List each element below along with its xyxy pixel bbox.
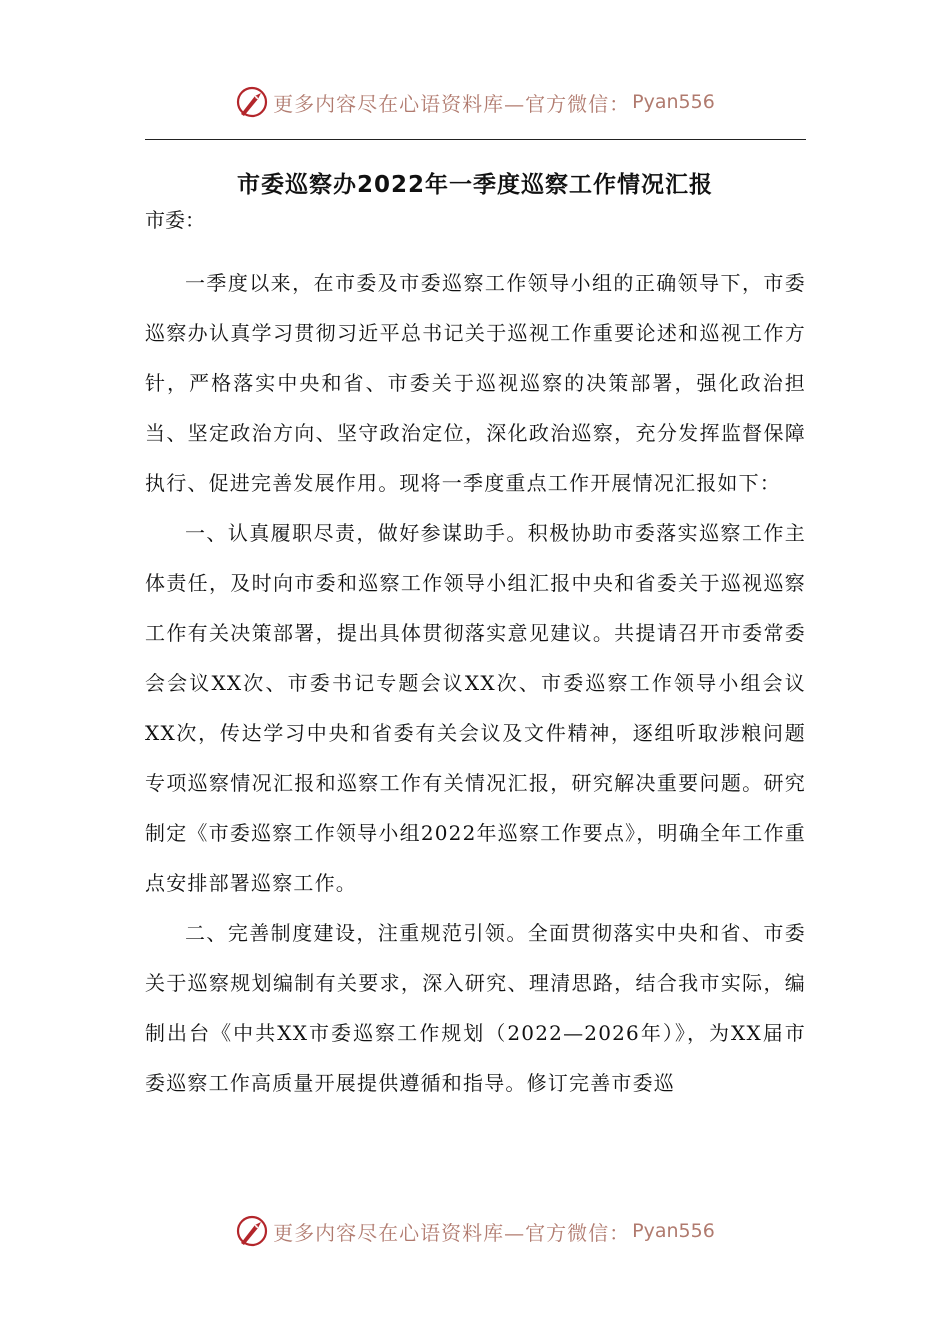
wechat-id: Pyan556 [632, 1220, 715, 1242]
document-title: 市委巡察办2022年一季度巡察工作情况汇报 [236, 172, 713, 198]
header-divider [145, 139, 806, 140]
watermark-text: 更多内容尽在心语资料库—官方微信： [273, 91, 631, 116]
pen-nib-logo-icon [235, 85, 269, 119]
paragraph-section-1: 一、认真履职尽责，做好参谋助手。积极协助市委落实巡察工作主体责任，及时向市委和巡察工作领导小组汇报中央和省委关于巡视巡察工作有关决策部署，提出具体贯彻落实意见建议。共提请召开市委常委会会议XX次、市委书记专题会议XX次、市委巡察工作领导小组会议XX次，传达学习中央和省委有关会议及文件精神，逐组听取涉粮问题专项巡察情况汇报和巡察工作有关情况汇报，研究解决重要问题。研究制定《市委巡察工作领导小组2022年巡察工作要点》，明确全年工作重点安排部署巡察工作。 [145, 521, 806, 895]
watermark-text: 更多内容尽在心语资料库—官方微信： [273, 1220, 631, 1245]
document-body [145, 258, 806, 1108]
salutation: 市委： [145, 208, 205, 232]
wechat-id: Pyan556 [632, 91, 715, 113]
paragraph-intro: 一季度以来，在市委及市委巡察工作领导小组的正确领导下，市委巡察办认真学习贯彻习近平总书记关于巡视工作重要论述和巡视工作方针，严格落实中央和省、市委关于巡视巡察的决策部署，强化政治担当、坚定政治方向、坚守政治定位，深化政治巡察，充分发挥监督保障执行、促进完善发展作用。现将一季度重点工作开展情况汇报如下： [145, 271, 806, 495]
header-watermark [0, 82, 950, 122]
pen-nib-logo-icon [235, 1214, 269, 1248]
footer-watermark [0, 1211, 950, 1251]
paragraph-section-2: 二、完善制度建设，注重规范引领。全面贯彻落实中央和省、市委关于巡察规划编制有关要求，深入研究、理清思路，结合我市实际，编制出台《中共XX市委巡察工作规划（2022—2026年）》，为XX届市委巡察工作高质量开展提供遵循和指导。修订完善市委巡 [145, 921, 806, 1095]
